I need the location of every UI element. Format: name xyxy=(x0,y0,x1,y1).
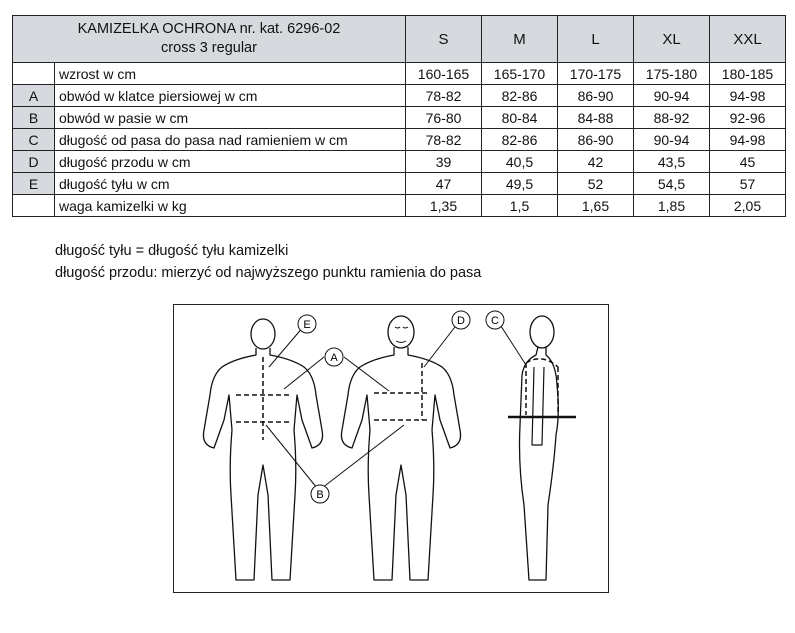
label-b-marker xyxy=(311,485,329,503)
table-cell: 80-84 xyxy=(482,107,558,129)
label-a: A xyxy=(330,352,338,364)
table-title xyxy=(13,16,406,63)
table-cell: 84-88 xyxy=(558,107,634,129)
table-row xyxy=(13,85,786,107)
table-cell: 90-94 xyxy=(634,85,710,107)
row-label: obwód w pasie w cm xyxy=(55,107,406,129)
label-b: B xyxy=(316,489,324,501)
table-cell: 94-98 xyxy=(710,85,786,107)
size-header: XL xyxy=(634,16,710,63)
table-cell: 40,5 xyxy=(482,151,558,173)
table-row xyxy=(13,107,786,129)
table-cell: 88-92 xyxy=(634,107,710,129)
table-cell: 175-180 xyxy=(634,63,710,85)
table-cell: 57 xyxy=(710,173,786,195)
table-cell: 1,65 xyxy=(558,195,634,217)
table-cell: 1,35 xyxy=(406,195,482,217)
table-cell: 42 xyxy=(558,151,634,173)
label-d-marker xyxy=(452,311,470,329)
table-cell: 82-86 xyxy=(482,129,558,151)
note-front-length: długość przodu: mierzyć od najwyższego punktu ramienia do pasa xyxy=(55,265,482,281)
notes xyxy=(55,240,481,284)
table-cell: 90-94 xyxy=(634,129,710,151)
table-cell: 54,5 xyxy=(634,173,710,195)
table-cell: 47 xyxy=(406,173,482,195)
label-a-marker xyxy=(325,348,343,366)
row-code xyxy=(13,63,55,85)
product-name: KAMIZELKA OCHRONA nr. kat. 6296-02 xyxy=(77,21,341,37)
row-code: B xyxy=(13,107,55,129)
table-row xyxy=(13,151,786,173)
row-label: długość od pasa do pasa nad ramieniem w cm xyxy=(55,129,406,151)
side-view-figure xyxy=(520,316,559,580)
table-cell: 45 xyxy=(710,151,786,173)
table-cell: 78-82 xyxy=(406,129,482,151)
front-view-figure xyxy=(341,316,460,580)
body-diagram xyxy=(174,305,608,592)
table-cell: 49,5 xyxy=(482,173,558,195)
label-e: E xyxy=(303,319,311,331)
size-header: S xyxy=(406,16,482,63)
label-c-marker xyxy=(486,311,504,329)
table-row xyxy=(13,173,786,195)
measurement-figure xyxy=(173,304,609,593)
row-label: wzrost w cm xyxy=(55,63,406,85)
table-cell: 2,05 xyxy=(710,195,786,217)
size-header: M xyxy=(482,16,558,63)
table-cell: 170-175 xyxy=(558,63,634,85)
table-cell: 76-80 xyxy=(406,107,482,129)
table-cell: 160-165 xyxy=(406,63,482,85)
table-cell: 165-170 xyxy=(482,63,558,85)
table-row xyxy=(13,195,786,217)
row-code: A xyxy=(13,85,55,107)
row-label: obwód w klatce piersiowej w cm xyxy=(55,85,406,107)
header-row xyxy=(13,16,786,63)
size-table xyxy=(12,15,786,217)
table-cell: 92-96 xyxy=(710,107,786,129)
table-cell: 180-185 xyxy=(710,63,786,85)
note-back-length: długość tyłu = długość tyłu kamizelki xyxy=(55,243,289,259)
table-cell: 1,85 xyxy=(634,195,710,217)
label-d: D xyxy=(457,315,465,327)
size-header: L xyxy=(558,16,634,63)
table-cell: 86-90 xyxy=(558,129,634,151)
table-cell: 52 xyxy=(558,173,634,195)
row-label: długość tyłu w cm xyxy=(55,173,406,195)
row-code: C xyxy=(13,129,55,151)
row-code: E xyxy=(13,173,55,195)
table-cell: 82-86 xyxy=(482,85,558,107)
row-label: waga kamizelki w kg xyxy=(55,195,406,217)
table-row xyxy=(13,63,786,85)
row-code: D xyxy=(13,151,55,173)
table-cell: 94-98 xyxy=(710,129,786,151)
table-row xyxy=(13,129,786,151)
size-header: XXL xyxy=(710,16,786,63)
table-cell: 1,5 xyxy=(482,195,558,217)
product-variant: cross 3 regular xyxy=(161,40,257,56)
table-cell: 78-82 xyxy=(406,85,482,107)
label-c: C xyxy=(491,315,499,327)
table-cell: 39 xyxy=(406,151,482,173)
row-code xyxy=(13,195,55,217)
table-cell: 86-90 xyxy=(558,85,634,107)
row-label: długość przodu w cm xyxy=(55,151,406,173)
label-e-marker xyxy=(298,315,316,333)
table-cell: 43,5 xyxy=(634,151,710,173)
